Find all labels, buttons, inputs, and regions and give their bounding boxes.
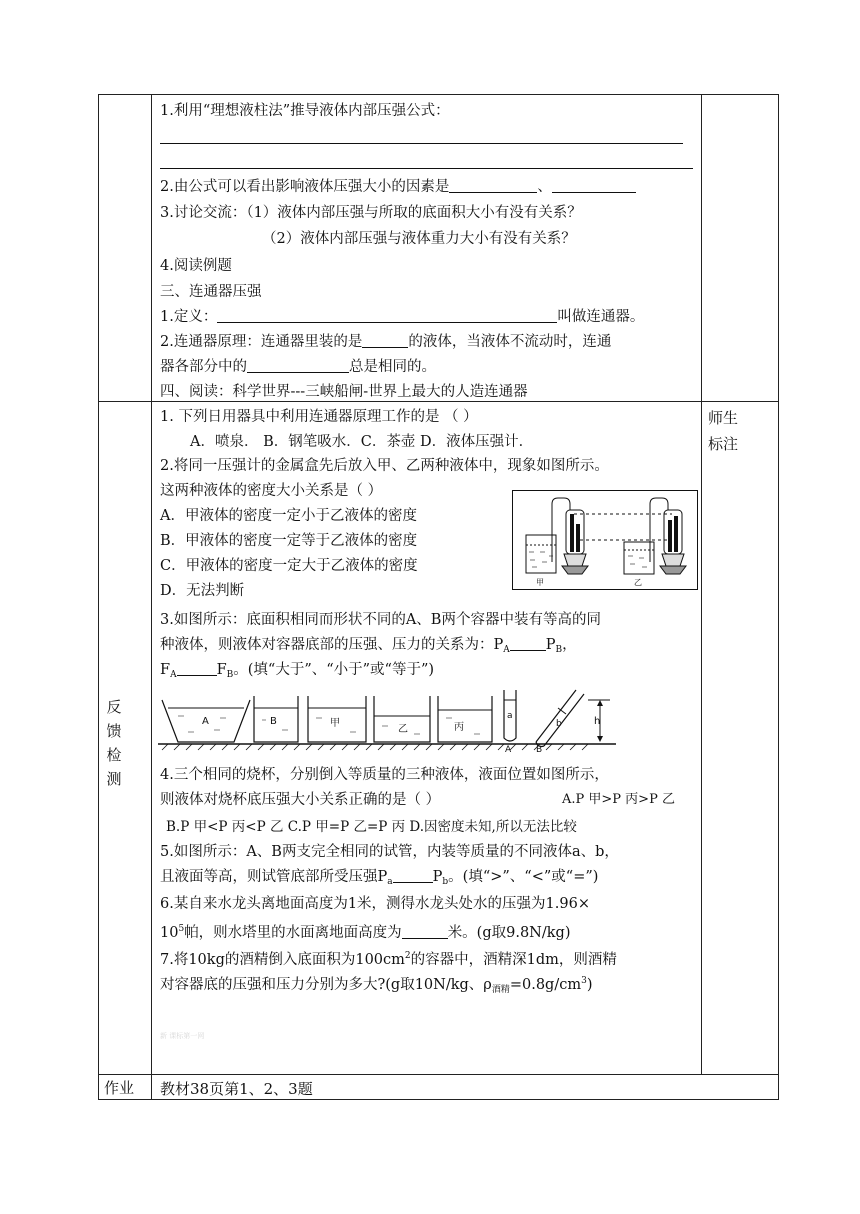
feedback-label-char-3: 检	[106, 746, 122, 764]
sec1-line5: 4.阅读例题	[160, 258, 232, 274]
beaker-label-jia: 甲	[330, 718, 340, 729]
question-3-line3: $F_A$ $F_B$。(填“大于”、“小于”或“等于”)	[160, 662, 435, 680]
col-divider-1	[151, 94, 152, 1100]
question-2-option-a: A．甲液体的密度一定小于乙液体的密度	[160, 508, 417, 524]
question-4-options: B.P 甲<P 丙<P 乙 C.P 甲=P 乙=P 丙 D.因密度未知,所以无法比较	[166, 819, 577, 835]
section-heading-3: 三、连通器压强	[160, 284, 262, 300]
containers-figure	[158, 686, 616, 752]
sec1-line9: 器各部分中的 总是相同的。	[160, 359, 436, 375]
container-label-a: A	[202, 716, 209, 727]
question-2-stem: 这两种液体的密度大小关系是（ ）	[160, 483, 383, 499]
note-label-line1: 师生	[708, 409, 739, 427]
question-2-option-d: D．无法判断	[160, 583, 245, 599]
sec1-line2: 2.由公式可以看出影响液体压强大小的因素是 、	[160, 178, 636, 196]
question-1: 1. 下列日用器具中利用连通器原理工作的是 （ ）	[160, 409, 478, 425]
figure-label-jia: 甲	[536, 578, 544, 587]
feedback-label-char-4: 测	[106, 770, 122, 788]
question-4-stem: 则液体对烧杯底压强大小关系正确的是（ ）	[160, 792, 441, 808]
figure-label-yi: 乙	[634, 578, 642, 587]
tube-bottom-label-a: A	[505, 745, 512, 752]
col-divider-2	[701, 94, 702, 1074]
faint-watermark-text: 新 课标第一网	[160, 1032, 205, 1040]
question-2: 2.将同一压强计的金属盒先后放入甲、乙两种液体中，现象如图所示。	[160, 458, 609, 474]
pressure-gauge-figure	[512, 490, 698, 590]
question-3-line2: 种液体，则液体对容器底部的压强、压力的关系为：$P_A$ $P_B$，	[160, 637, 577, 655]
sec1-line7: 1.定义： 叫做连通器。	[160, 309, 645, 325]
sec1-line8: 2.连通器原理：连通器里装的是 的液体，当液体不流动时，连通	[160, 334, 612, 350]
tube-bottom-label-b: B	[536, 745, 543, 752]
tube-label-a: a	[507, 711, 513, 721]
row-divider-1	[98, 401, 779, 402]
question-7-line2: 对容器底的压强和压力分别为多大?(g取10N/kg、$\rho_{酒精}=0.8g/cm^3$)	[160, 976, 593, 995]
note-label-line2: 标注	[708, 435, 739, 453]
beaker-label-yi: 乙	[398, 724, 408, 735]
question-6-line2: $10^5$帕，则水塔里的水面离地面高度为 米。(g取9.8N/kg)	[160, 924, 571, 941]
homework-text: 教材38页第1、2、3题	[160, 1080, 313, 1098]
homework-label: 作业	[104, 1079, 135, 1097]
question-2-option-c: C．甲液体的密度一定大于乙液体的密度	[160, 558, 418, 574]
question-7: 7.将10kg的酒精倒入底面积为$100cm^2$的容器中，酒精深1dm，则酒精	[160, 951, 617, 968]
answer-line-2	[160, 168, 693, 169]
question-3: 3.如图所示：底面积相同而形状不同的A、B两个容器中装有等高的同	[160, 612, 601, 628]
sec1-line1: 1.利用“理想液柱法”推导液体内部压强公式：	[160, 103, 450, 119]
container-label-b: B	[270, 716, 277, 727]
height-label-h: h	[594, 716, 601, 727]
feedback-label-char-1: 反	[106, 698, 122, 716]
question-5-line2: 且液面等高，则试管底部所受压强$P_a$ $P_b$。(填“>”、“<”或“=”)	[160, 869, 599, 887]
question-2-option-b: B．甲液体的密度一定等于乙液体的密度	[160, 533, 418, 549]
question-4: 4.三个相同的烧杯，分别倒入等质量的三种液体，液面位置如图所示，	[160, 767, 609, 783]
section-heading-4: 四、阅读：科学世界---三峡船闸-世界上最大的人造连通器	[160, 384, 528, 400]
question-5: 5.如图所示：A、B两支完全相同的试管，内装等质量的不同液体a、b，	[160, 844, 619, 860]
question-4-option-a: A.P 甲>P 丙>P 乙	[562, 792, 675, 807]
sec1-line3: 3.讨论交流：（1）液体内部压强与所取的底面积大小有没有关系？	[160, 205, 582, 221]
tube-label-b: b	[556, 719, 562, 729]
sec1-line4: （2）液体内部压强与液体重力大小有没有关系？	[262, 231, 576, 247]
feedback-label-char-2: 馈	[106, 722, 122, 740]
question-6: 6.某自来水龙头离地面高度为1米，测得水龙头处水的压强为1.96×	[160, 896, 590, 912]
answer-line-1	[160, 143, 683, 144]
beaker-label-bing: 丙	[454, 722, 464, 733]
question-1-options: A．喷泉． B．钢笔吸水．C．茶壶 D．液体压强计．	[190, 434, 534, 450]
row-divider-2	[98, 1074, 779, 1075]
